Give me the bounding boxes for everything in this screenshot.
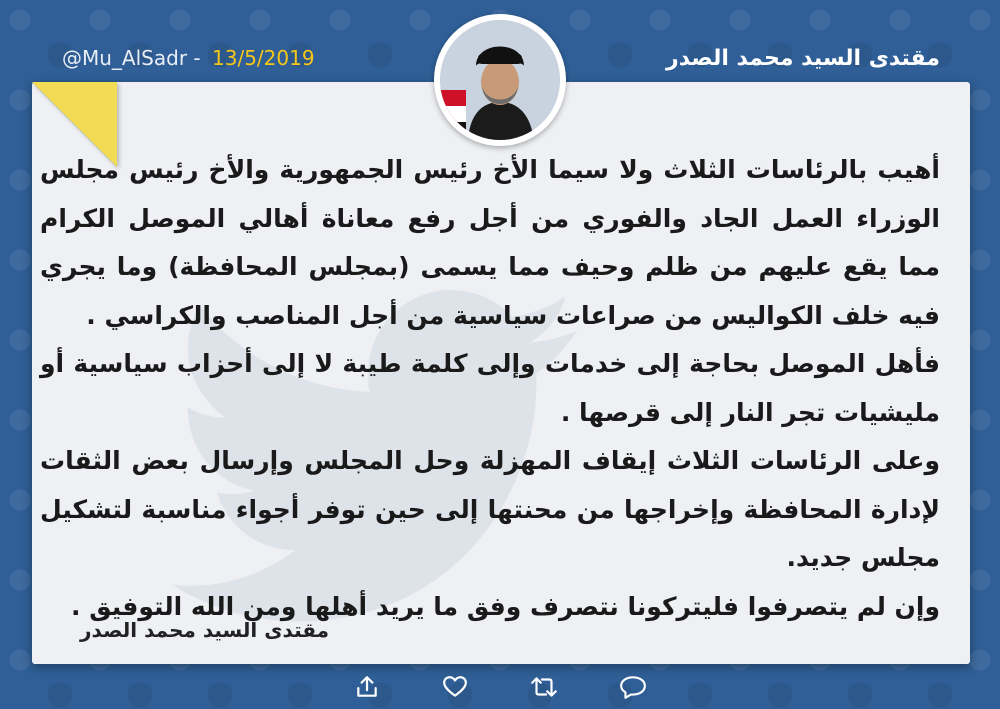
reply-button[interactable]	[616, 670, 650, 704]
tweet-paragraph: وإن لم يتصرفوا فليتركونا نتصرف وفق ما يريد أهلها ومن الله التوفيق .	[71, 591, 940, 621]
signature: مقتدى السيد محمد الصدر	[80, 618, 330, 642]
retweet-button[interactable]	[527, 670, 561, 704]
avatar-portrait-icon	[440, 20, 560, 140]
action-bar	[0, 670, 1000, 704]
share-icon	[354, 674, 380, 700]
avatar[interactable]	[440, 20, 560, 140]
tweet-paragraph: أهيب بالرئاسات الثلاث ولا سيما الأخ رئيس الجمهورية والأخ رئيس مجلس الوزراء العمل الجاد والفوري من أجل رفع معاناة أهالي الموصل الكرام مما يقع عليهم من ظلم وحيف مما يسمى (بمجلس المحافظة) وما يجري فيه خلف الكواليس من صراعات سياسية من أجل المناصب والكراسي .	[40, 155, 940, 330]
like-button[interactable]	[438, 670, 472, 704]
tweet-date: 13/5/2019	[212, 46, 315, 70]
tweet-paragraph: فأهل الموصل بحاجة إلى خدمات وإلى كلمة طيبة لا إلى أحزاب سياسية أو مليشيات تجر النار إلى قرصها .	[40, 349, 940, 427]
like-icon	[442, 674, 468, 700]
user-handle[interactable]: @Mu_AlSadr -	[62, 46, 201, 70]
avatar-frame	[434, 14, 566, 146]
share-button[interactable]	[350, 670, 384, 704]
tweet-text	[40, 146, 940, 631]
tweet-paragraph: وعلى الرئاسات الثلاث إيقاف المهزلة وحل المجلس وإرسال بعض الثقات لإدارة المحافظة وإخراجها من محنتها إلى حين توفر أجواء مناسبة لتشكيل مجلس جديد.	[40, 446, 940, 572]
author-name[interactable]: مقتدى السيد محمد الصدر	[666, 46, 940, 71]
retweet-icon	[529, 674, 559, 700]
reply-icon	[619, 674, 647, 700]
